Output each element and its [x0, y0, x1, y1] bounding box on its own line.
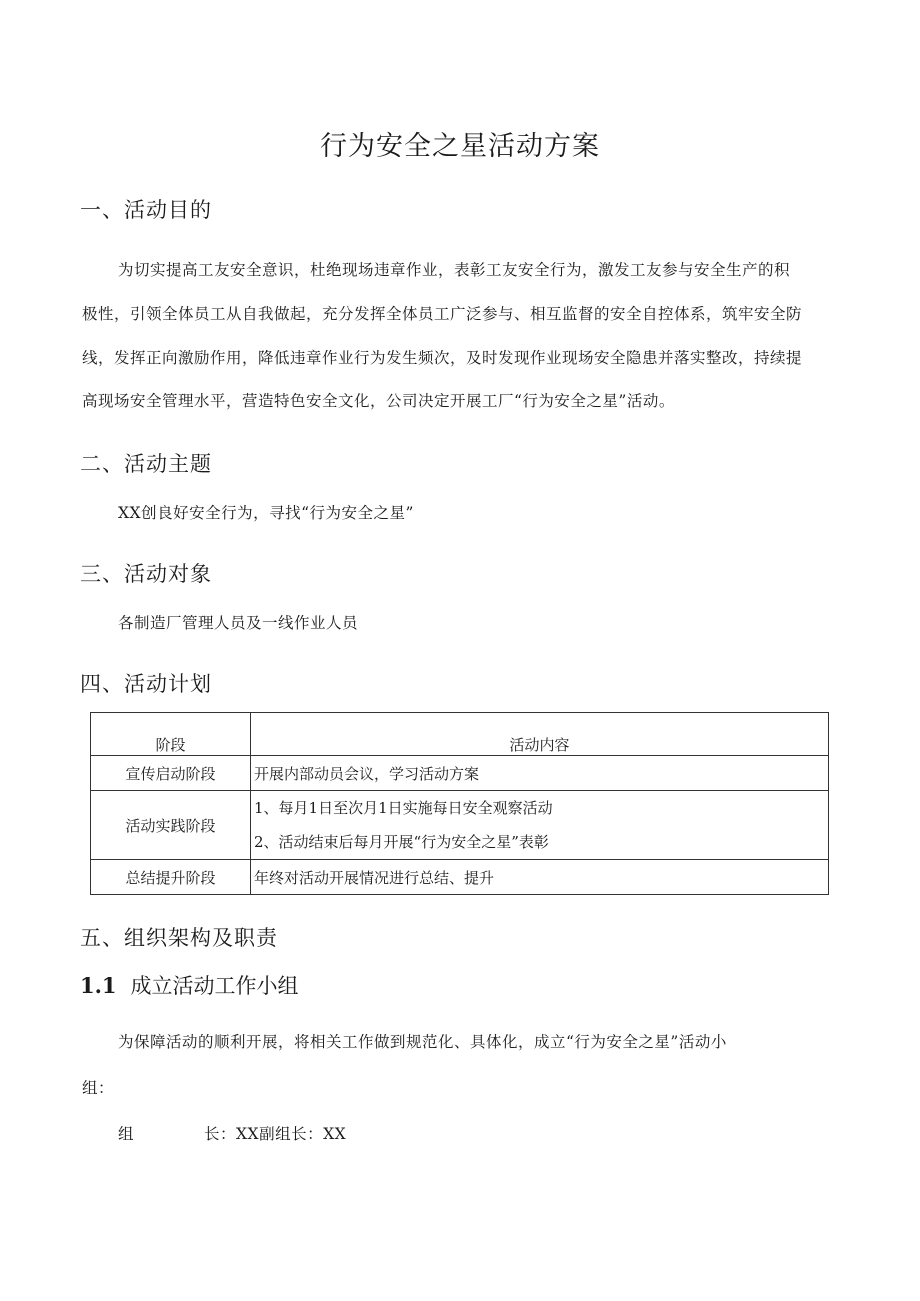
purpose-line-4: 高现场安全管理水平，营造特色安全文化，公司决定开展工厂“行为安全之星”活动。 — [82, 392, 675, 410]
section-heading-plan: 四、活动计划 — [80, 672, 212, 696]
content-cell: 年终对活动开展情况进行总结、提升 — [251, 860, 829, 895]
table-row — [91, 791, 829, 860]
theme-text: XX创良好安全行为，寻找“行为安全之星” — [118, 504, 414, 522]
stage-cell: 活动实践阶段 — [91, 791, 251, 860]
table-row — [91, 756, 829, 791]
target-text: 各制造厂管理人员及一线作业人员 — [118, 614, 359, 632]
purpose-line-3: 线，发挥正向激励作用，降低违章作业行为发生频次，及时发现作业现场安全隐患并落实整改，持续提 — [82, 349, 803, 367]
header-stage: 阶段 — [91, 713, 251, 756]
purpose-line-2: 极性，引领全体员工从自我做起，充分发挥全体员工广泛参与、相互监督的安全自控体系，筑牢安全防 — [82, 305, 803, 323]
stage-cell: 总结提升阶段 — [91, 860, 251, 895]
purpose-line-1: 为切实提高工友安全意识，杜绝现场违章作业，表彰工友安全行为，激发工友参与安全生产的积 — [118, 261, 791, 279]
table-header-row — [91, 713, 829, 756]
plan-table — [90, 712, 829, 895]
section-heading-organization: 五、组织架构及职责 — [80, 926, 278, 950]
section-heading-target: 三、活动对象 — [80, 562, 212, 586]
header-content: 活动内容 — [251, 713, 829, 756]
content-line: 2、活动结束后每月开展“行为安全之星”表彰 — [254, 833, 549, 851]
page-title: 行为安全之星活动方案 — [320, 131, 600, 162]
org-line-2: 组： — [82, 1079, 115, 1097]
content-line: 1、每月1日至次月1日实施每日安全观察活动 — [254, 799, 553, 817]
leader-label-a: 组 — [118, 1125, 135, 1143]
section-heading-purpose: 一、活动目的 — [80, 198, 212, 222]
subsection-number: 1.1 — [80, 973, 117, 998]
subsection-heading — [80, 970, 299, 1000]
subsection-title: 成立活动工作小组 — [130, 974, 299, 998]
content-cell — [251, 791, 829, 860]
stage-cell: 宣传启动阶段 — [91, 756, 251, 791]
section-heading-theme: 二、活动主题 — [80, 452, 212, 476]
leader-label-b: 长：XX副组长：XX — [204, 1125, 347, 1143]
content-cell: 开展内部动员会议，学习活动方案 — [251, 756, 829, 791]
org-line-1: 为保障活动的顺利开展，将相关工作做到规范化、具体化，成立“行为安全之星”活动小 — [118, 1033, 727, 1051]
table-row — [91, 860, 829, 895]
